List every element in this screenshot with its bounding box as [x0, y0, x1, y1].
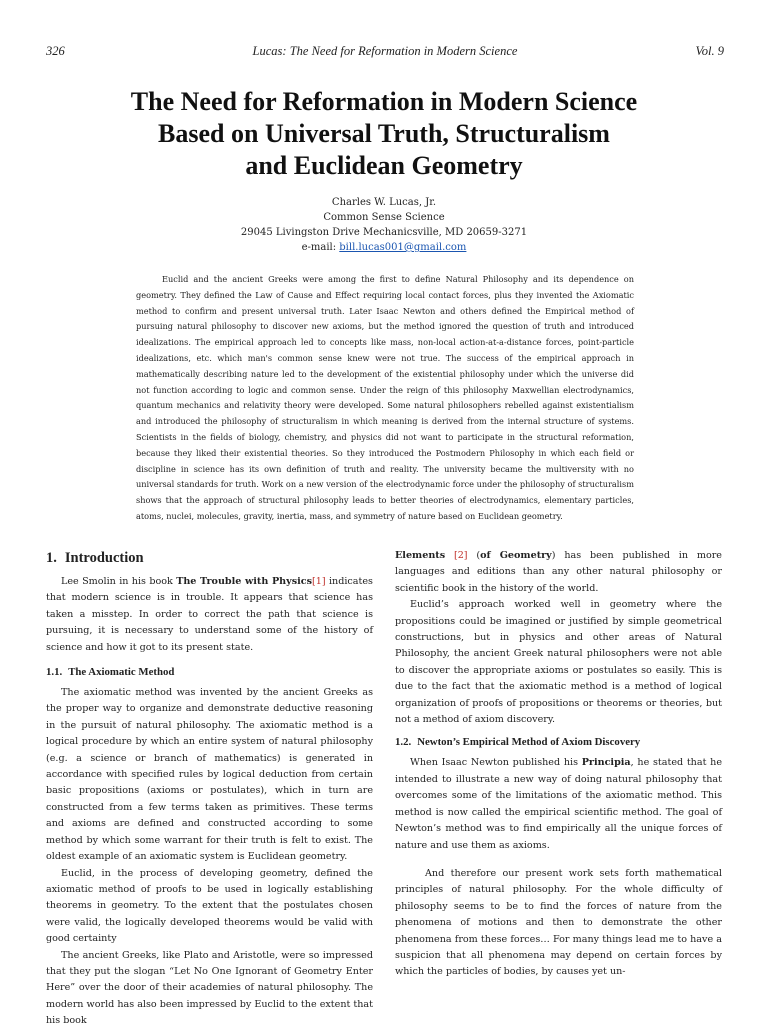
author-block: [100, 195, 668, 255]
title-line: The Need for Reformation in Modern Science: [130, 87, 638, 116]
axiomatic-paragraph-1: The axiomatic method was invented by the ancient Greeks as the proper way to organize and demonstrate deductive reasoning in the pursuit of natural philosophy. The axiomatic method is a logical procedure by which an entire system of natural philosophy (e.g. a science or branch of mathematics) is generated in accordance with specified rules by logical deduction from certain basic propositions (axioms or postulates), which in turn are constructed from a few terms taken as primitives. These terms and axioms are defined and constructed according to some method by which some warrant for their truth is felt to exist. The oldest example of an axiomatic system is Euclidean geometry.: [46, 687, 373, 863]
text-run: When Isaac Newton published his: [410, 757, 582, 769]
title-line: and Euclidean Geometry: [245, 151, 523, 180]
volume-label: Vol. 9: [695, 44, 724, 58]
subsection-heading-newton: [395, 732, 722, 752]
page-number: 326: [46, 44, 65, 58]
book-title: The Trouble with Physics: [176, 576, 313, 587]
author-organization: Common Sense Science: [323, 212, 445, 223]
subsection-title: Newton’s Empirical Method of Axiom Discovery: [417, 736, 641, 749]
subsection-number: 1.1.: [46, 666, 63, 679]
text-run: indicates that modern science is in trouble. It appears that science has taken a misstep. In order to correct the path that science is pursuing, it is necessary to understand some of the history of science and how it got to its present state.: [46, 576, 373, 653]
author-email-link[interactable]: bill.lucas001@gmail.com: [339, 242, 467, 253]
paper-title: [40, 86, 728, 182]
axiomatic-paragraph-2: Euclid, in the process of developing geometry, defined the axiomatic method of proofs to be used in logically establishing theorems in geometry. To the extent that the postulates chosen were valid, the logically developed theorems would be valid with good certainty: [46, 867, 373, 945]
title-line: Based on Universal Truth, Structuralism: [158, 119, 610, 148]
text-run: ) has been published in more languages and editions than any other natural philosophy or scientific book in the history of the world.: [395, 550, 722, 594]
text-run: , he stated that he intended to illustrate a new way of doing natural philosophy that overcomes some of the limitations of the axiomatic method. This method is now called the empirical scientific method. The goal of Newton’s method was to find empirically all the unique forces of nature and use them as axioms.: [395, 757, 722, 851]
subsection-heading-axiomatic: [46, 662, 373, 682]
citation-link[interactable]: [2]: [453, 550, 468, 561]
left-column: [46, 548, 373, 1030]
author-email-line: [100, 240, 668, 255]
newton-quote: And therefore our present work sets forth mathematical principles of natural philosophy. For the whole difficulty of philosophy seems to be to find the forces of nature from the phenomena of motions and then to demonstrate the other phenomena from these forces… For many things lead me to have a suspicion that all phenomena may depend on certain forces by which the particles of bodies, by causes yet un-: [395, 867, 722, 978]
section-number: 1.: [46, 550, 57, 566]
newton-paragraph: [395, 755, 722, 853]
book-subtitle: of Geometry: [480, 550, 552, 561]
axiomatic-paragraph-3-start: [46, 948, 373, 1030]
citation-link[interactable]: [1]: [312, 576, 326, 587]
section-heading-introduction: [46, 548, 373, 568]
spacer: [395, 854, 722, 866]
abstract: [136, 272, 634, 525]
email-label: e-mail:: [301, 242, 337, 253]
text-run: The ancient Greeks, like Plato and Aristotle, were so impressed that they put the slogan “Let No One Ignorant of Geometry Enter Here” over the door of their academies of natural philosophy. The modern world has also been impressed by Euclid to the extent that his book: [46, 949, 374, 1027]
book-title: Principia: [581, 757, 631, 769]
section-title: Introduction: [64, 550, 144, 566]
author-address: 29045 Livingston Drive Mechanicsville, MD 20659-3271: [240, 227, 528, 238]
author-name: Charles W. Lucas, Jr.: [331, 197, 437, 208]
running-title: Lucas: The Need for Reformation in Modern Science: [252, 44, 518, 58]
abstract-text: Euclid and the ancient Greeks were among the first to define Natural Philosophy and its dependence on geometry. They defined the Law of Cause and Effect requiring local contact forces, plus they invented the Axiomatic method to confirm and present universal truth. Later Isaac Newton and others defined the Empirical method of pursuing natural philosophy to discover new axioms, but the method ignored the question of truth and introduced idealizations. The empirical approach led to concepts like mass, non-local action-at-a-distance forces, point-particle idealizations, etc. which man's common sense knew were not true. The success of the empirical approach in mathematically describing nature led to the development of the existential philosophy under which the universe did not function according to logic and common sense. Under the reign of this philosophy Maxwellian electrodynamics, quantum mechanics and relativity theory were developed. Some natural philosophers rebelled against existentialism and introduced the philosophy of structuralism in which meaning is derived from the internal structure of systems. Scientists in the fields of biology, chemistry, and physics did not want to participate in the structural reformation, because they liked their existential theories. So they introduced the Postmodern Philosophy in which each field or discipline in science has its own definition of truth and reality. The university became the multiversity with no universal standards for truth. Work on a new version of the electrodynamic force under the philosophy of structuralism shows that the approach of structural philosophy leads to better theories of electrodynamics, elementary particles, atoms, nuclei, molecules, gravity, inertia, mass, and symmetry of nature based on Euclidean geometry.: [136, 274, 634, 521]
text-run: Lee Smolin in his book: [61, 576, 177, 587]
intro-paragraph: [46, 574, 373, 656]
book-title: Elements: [395, 550, 446, 561]
subsection-number: 1.2.: [395, 736, 412, 749]
subsection-title: The Axiomatic Method: [68, 666, 175, 679]
right-column: [395, 548, 722, 981]
axiomatic-paragraph-3-end: Elements [2] (of Geometry) has been published in more languages and editions than any other natural philosophy or scientific book in the history of the world.: [395, 550, 722, 594]
axiomatic-paragraph-4: Euclid’s approach worked well in geometry where the propositions could be imagined or justified by simple geometrical constructions, but in physics and other areas of Natural Philosophy, the ancient Greek natural philosophers were not able to discover the appropriate axioms or postulates so easily. This is due to the fact that the axiomatic method is a method of logical organization of proofs of propositions or theorems or theories, but not a method of axiom discovery.: [395, 599, 722, 726]
